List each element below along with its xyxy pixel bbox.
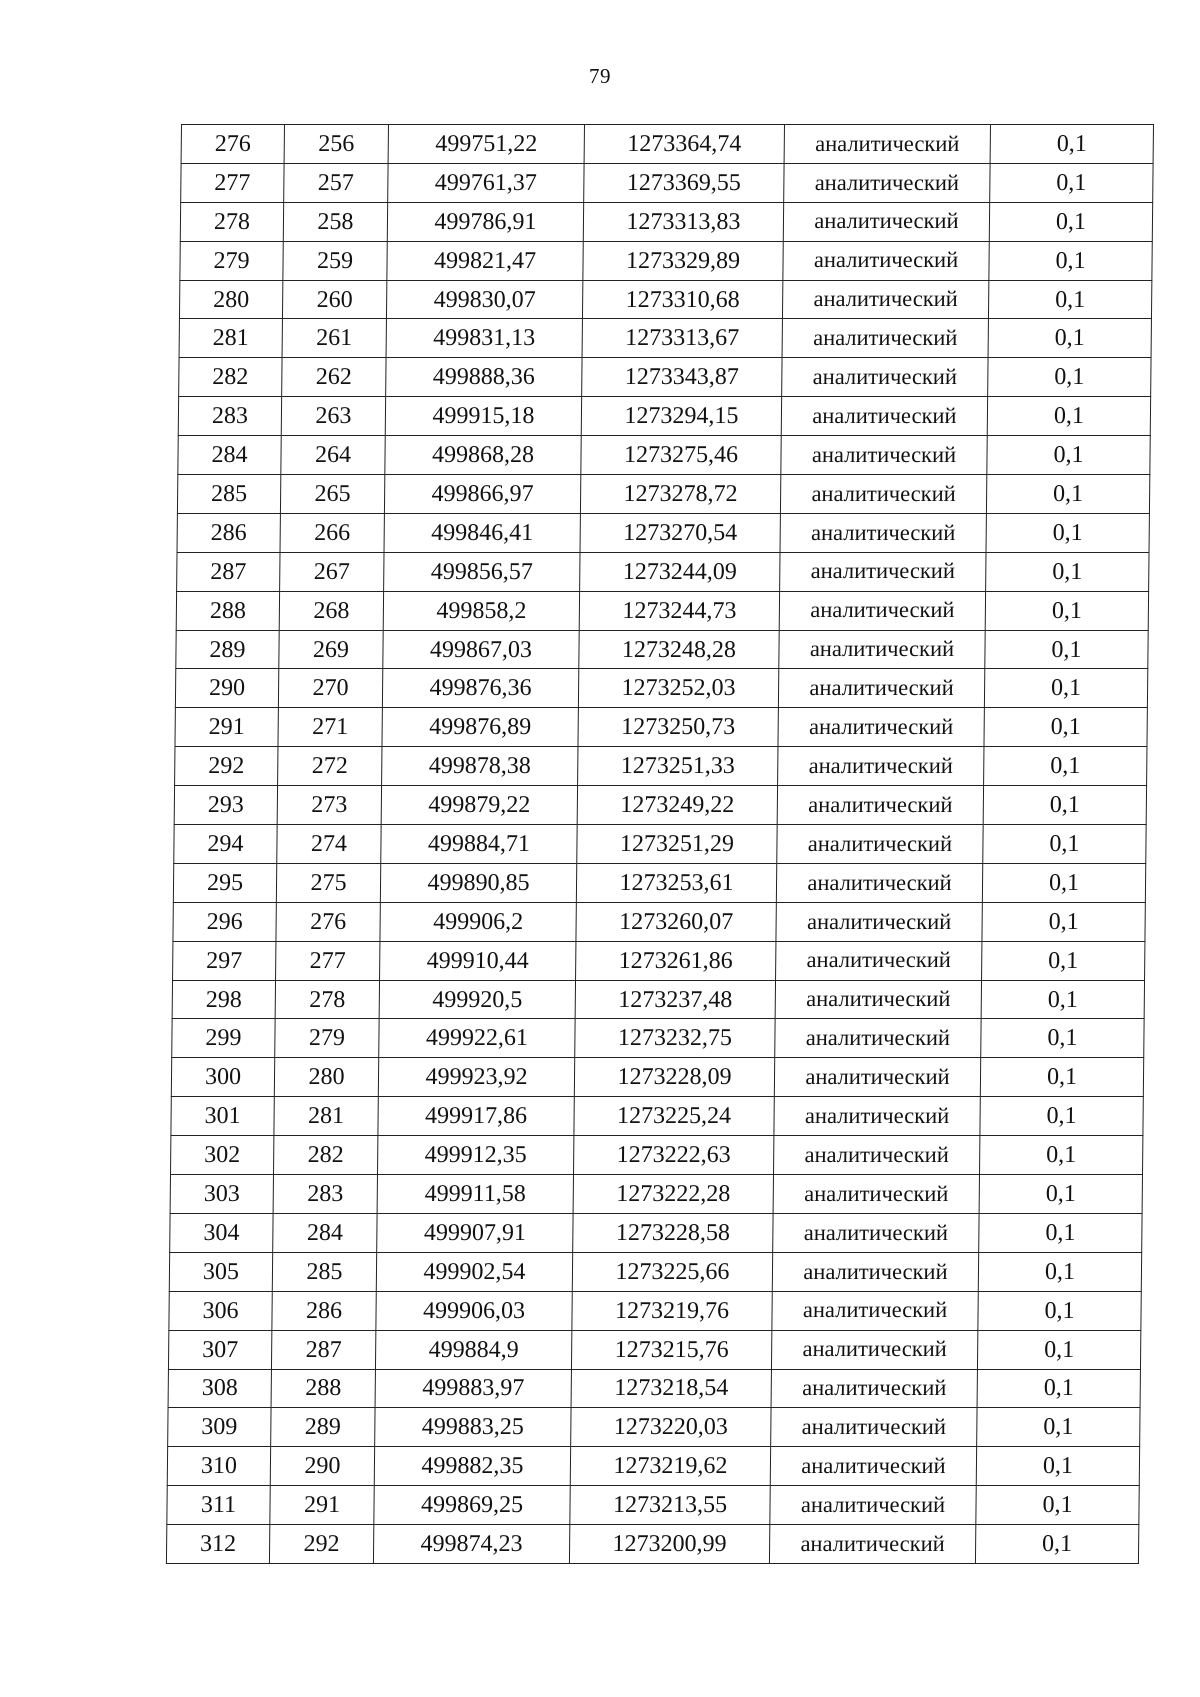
table-row [171, 1058, 1143, 1097]
determination-method-cell: аналитический [780, 552, 986, 591]
point-number-cell: 284 [273, 1213, 377, 1252]
determination-method-cell: аналитический [782, 280, 988, 319]
accuracy-cell: 0,1 [979, 1175, 1142, 1214]
determination-method-cell: аналитический [776, 941, 982, 980]
y-coordinate-cell: 1273329,89 [583, 241, 783, 280]
x-coordinate-cell: 499867,03 [383, 630, 579, 669]
y-coordinate-cell: 1273237,48 [575, 980, 775, 1019]
row-number-cell: 283 [178, 397, 281, 436]
point-number-cell: 257 [284, 163, 388, 202]
point-number-cell: 260 [282, 280, 386, 319]
row-number-cell: 300 [171, 1058, 274, 1097]
y-coordinate-cell: 1273251,29 [577, 825, 777, 864]
accuracy-cell: 0,1 [988, 280, 1151, 319]
row-number-cell: 296 [173, 902, 276, 941]
row-number-cell: 279 [180, 241, 283, 280]
table-row [174, 825, 1146, 864]
x-coordinate-cell: 499920,5 [379, 980, 575, 1019]
x-coordinate-cell: 499917,86 [378, 1097, 574, 1136]
table-row [171, 1097, 1143, 1136]
y-coordinate-cell: 1273244,73 [579, 591, 779, 630]
x-coordinate-cell: 499911,58 [377, 1175, 573, 1214]
point-number-cell: 273 [277, 786, 381, 825]
table-row [177, 475, 1149, 514]
row-number-cell: 284 [178, 436, 281, 475]
row-number-cell: 277 [181, 163, 284, 202]
row-number-cell: 292 [175, 747, 278, 786]
table-row [180, 241, 1152, 280]
determination-method-cell: аналитический [773, 1213, 979, 1252]
accuracy-cell: 0,1 [985, 630, 1148, 669]
determination-method-cell: аналитический [770, 1486, 976, 1525]
row-number-cell: 311 [167, 1486, 270, 1525]
y-coordinate-cell: 1273215,76 [571, 1330, 771, 1369]
x-coordinate-cell: 499882,35 [374, 1447, 570, 1486]
row-number-cell: 307 [168, 1330, 271, 1369]
row-number-cell: 287 [177, 552, 280, 591]
accuracy-cell: 0,1 [987, 397, 1150, 436]
y-coordinate-cell: 1273228,58 [573, 1213, 773, 1252]
point-number-cell: 277 [276, 941, 380, 980]
accuracy-cell: 0,1 [989, 241, 1152, 280]
point-number-cell: 274 [277, 825, 381, 864]
determination-method-cell: аналитический [771, 1330, 977, 1369]
row-number-cell: 301 [171, 1097, 274, 1136]
determination-method-cell: аналитический [782, 319, 988, 358]
table-row [179, 319, 1151, 358]
determination-method-cell: аналитический [774, 1097, 980, 1136]
row-number-cell: 290 [175, 669, 278, 708]
x-coordinate-cell: 499906,03 [376, 1291, 572, 1330]
y-coordinate-cell: 1273251,33 [578, 747, 778, 786]
table-row [176, 630, 1148, 669]
table-row [170, 1136, 1142, 1175]
x-coordinate-cell: 499907,91 [377, 1213, 573, 1252]
y-coordinate-cell: 1273364,74 [584, 125, 784, 164]
table-row [175, 708, 1147, 747]
row-number-cell: 302 [170, 1136, 273, 1175]
x-coordinate-cell: 499878,38 [382, 747, 578, 786]
point-number-cell: 271 [278, 708, 382, 747]
row-number-cell: 278 [180, 202, 283, 241]
x-coordinate-cell: 499890,85 [380, 863, 576, 902]
y-coordinate-cell: 1273310,68 [582, 280, 782, 319]
x-coordinate-cell: 499876,36 [382, 669, 578, 708]
accuracy-cell: 0,1 [984, 669, 1147, 708]
x-coordinate-cell: 499915,18 [385, 397, 581, 436]
accuracy-cell: 0,1 [982, 863, 1145, 902]
y-coordinate-cell: 1273253,61 [576, 863, 776, 902]
determination-method-cell: аналитический [777, 786, 983, 825]
determination-method-cell: аналитический [776, 863, 982, 902]
table-row [172, 1019, 1144, 1058]
table-row [172, 980, 1144, 1019]
y-coordinate-cell: 1273200,99 [569, 1525, 769, 1564]
determination-method-cell: аналитический [783, 202, 989, 241]
determination-method-cell: аналитический [780, 513, 986, 552]
determination-method-cell: аналитический [781, 397, 987, 436]
table-row [173, 941, 1145, 980]
table-row [176, 591, 1148, 630]
table-row [181, 125, 1153, 164]
y-coordinate-cell: 1273343,87 [582, 358, 782, 397]
y-coordinate-cell: 1273250,73 [578, 708, 778, 747]
x-coordinate-cell: 499888,36 [386, 358, 582, 397]
point-number-cell: 270 [278, 669, 382, 708]
x-coordinate-cell: 499912,35 [377, 1136, 573, 1175]
table-row [173, 863, 1145, 902]
y-coordinate-cell: 1273278,72 [580, 475, 780, 514]
point-number-cell: 265 [280, 475, 384, 514]
determination-method-cell: аналитический [776, 902, 982, 941]
row-number-cell: 308 [168, 1369, 271, 1408]
table-row [177, 552, 1149, 591]
accuracy-cell: 0,1 [986, 475, 1149, 514]
accuracy-cell: 0,1 [981, 980, 1144, 1019]
accuracy-cell: 0,1 [986, 513, 1149, 552]
row-number-cell: 280 [179, 280, 282, 319]
x-coordinate-cell: 499761,37 [388, 163, 584, 202]
determination-method-cell: аналитический [784, 125, 990, 164]
accuracy-cell: 0,1 [986, 552, 1149, 591]
y-coordinate-cell: 1273218,54 [571, 1369, 771, 1408]
table-row [175, 669, 1147, 708]
accuracy-cell: 0,1 [983, 825, 1146, 864]
table-row [168, 1408, 1140, 1447]
accuracy-cell: 0,1 [978, 1252, 1141, 1291]
determination-method-cell: аналитический [772, 1252, 978, 1291]
point-number-cell: 289 [271, 1408, 375, 1447]
determination-method-cell: аналитический [784, 163, 990, 202]
point-number-cell: 258 [283, 202, 387, 241]
table-row [177, 513, 1149, 552]
row-number-cell: 310 [167, 1447, 270, 1486]
row-number-cell: 276 [181, 125, 284, 164]
point-number-cell: 266 [280, 513, 384, 552]
determination-method-cell: аналитический [779, 630, 985, 669]
point-number-cell: 281 [274, 1097, 378, 1136]
y-coordinate-cell: 1273248,28 [579, 630, 779, 669]
y-coordinate-cell: 1273225,66 [572, 1252, 772, 1291]
x-coordinate-cell: 499884,9 [375, 1330, 571, 1369]
determination-method-cell: аналитический [778, 669, 984, 708]
accuracy-cell: 0,1 [982, 902, 1145, 941]
y-coordinate-cell: 1273261,86 [576, 941, 776, 980]
determination-method-cell: аналитический [773, 1175, 979, 1214]
y-coordinate-cell: 1273225,24 [574, 1097, 774, 1136]
determination-method-cell: аналитический [775, 980, 981, 1019]
x-coordinate-cell: 499830,07 [386, 280, 582, 319]
determination-method-cell: аналитический [775, 1019, 981, 1058]
y-coordinate-cell: 1273369,55 [584, 163, 784, 202]
accuracy-cell: 0,1 [987, 436, 1150, 475]
accuracy-cell: 0,1 [983, 786, 1146, 825]
accuracy-cell: 0,1 [985, 591, 1148, 630]
row-number-cell: 299 [172, 1019, 275, 1058]
point-number-cell: 276 [276, 902, 380, 941]
coordinates-table [166, 124, 1154, 1564]
row-number-cell: 303 [170, 1175, 273, 1214]
point-number-cell: 263 [281, 397, 385, 436]
accuracy-cell: 0,1 [990, 125, 1153, 164]
x-coordinate-cell: 499876,89 [382, 708, 578, 747]
determination-method-cell: аналитический [778, 747, 984, 786]
accuracy-cell: 0,1 [977, 1369, 1140, 1408]
table-row [169, 1252, 1141, 1291]
point-number-cell: 269 [279, 630, 383, 669]
table-row [179, 280, 1151, 319]
y-coordinate-cell: 1273244,09 [580, 552, 780, 591]
accuracy-cell: 0,1 [980, 1097, 1143, 1136]
y-coordinate-cell: 1273228,09 [574, 1058, 774, 1097]
accuracy-cell: 0,1 [990, 163, 1153, 202]
table-row [170, 1175, 1142, 1214]
row-number-cell: 286 [177, 513, 280, 552]
row-number-cell: 309 [168, 1408, 271, 1447]
x-coordinate-cell: 499856,57 [384, 552, 580, 591]
table-row [170, 1213, 1142, 1252]
table-row [180, 202, 1152, 241]
x-coordinate-cell: 499910,44 [380, 941, 576, 980]
point-number-cell: 288 [271, 1369, 375, 1408]
point-number-cell: 279 [275, 1019, 379, 1058]
row-number-cell: 297 [173, 941, 276, 980]
x-coordinate-cell: 499786,91 [387, 202, 583, 241]
table-row [175, 747, 1147, 786]
point-number-cell: 259 [283, 241, 387, 280]
y-coordinate-cell: 1273252,03 [578, 669, 778, 708]
table-row [174, 786, 1146, 825]
table-row [169, 1291, 1141, 1330]
row-number-cell: 291 [175, 708, 278, 747]
row-number-cell: 305 [169, 1252, 272, 1291]
determination-method-cell: аналитический [777, 825, 983, 864]
x-coordinate-cell: 499831,13 [386, 319, 582, 358]
x-coordinate-cell: 499866,97 [384, 475, 580, 514]
accuracy-cell: 0,1 [979, 1213, 1142, 1252]
y-coordinate-cell: 1273219,76 [572, 1291, 772, 1330]
y-coordinate-cell: 1273294,15 [581, 397, 781, 436]
point-number-cell: 275 [276, 863, 380, 902]
point-number-cell: 272 [278, 747, 382, 786]
x-coordinate-cell: 499923,92 [378, 1058, 574, 1097]
row-number-cell: 289 [176, 630, 279, 669]
x-coordinate-cell: 499751,22 [388, 125, 584, 164]
y-coordinate-cell: 1273249,22 [577, 786, 777, 825]
point-number-cell: 264 [281, 436, 385, 475]
y-coordinate-cell: 1273232,75 [575, 1019, 775, 1058]
accuracy-cell: 0,1 [980, 1058, 1143, 1097]
determination-method-cell: аналитический [771, 1369, 977, 1408]
accuracy-cell: 0,1 [976, 1447, 1139, 1486]
row-number-cell: 294 [174, 825, 277, 864]
accuracy-cell: 0,1 [984, 747, 1147, 786]
accuracy-cell: 0,1 [982, 941, 1145, 980]
point-number-cell: 256 [284, 125, 388, 164]
table-row [167, 1447, 1139, 1486]
y-coordinate-cell: 1273270,54 [580, 513, 780, 552]
table-row [179, 358, 1151, 397]
y-coordinate-cell: 1273220,03 [571, 1408, 771, 1447]
determination-method-cell: аналитический [769, 1525, 975, 1564]
row-number-cell: 295 [173, 863, 276, 902]
accuracy-cell: 0,1 [977, 1330, 1140, 1369]
point-number-cell: 280 [274, 1058, 378, 1097]
x-coordinate-cell: 499874,23 [373, 1525, 569, 1564]
y-coordinate-cell: 1273313,67 [582, 319, 782, 358]
point-number-cell: 267 [280, 552, 384, 591]
page-number: 79 [589, 64, 611, 88]
determination-method-cell: аналитический [773, 1136, 979, 1175]
determination-method-cell: аналитический [770, 1447, 976, 1486]
point-number-cell: 262 [282, 358, 386, 397]
table-row [178, 397, 1150, 436]
x-coordinate-cell: 499858,2 [383, 591, 579, 630]
accuracy-cell: 0,1 [981, 1019, 1144, 1058]
point-number-cell: 287 [271, 1330, 375, 1369]
determination-method-cell: аналитический [774, 1058, 980, 1097]
point-number-cell: 286 [272, 1291, 376, 1330]
point-number-cell: 291 [270, 1486, 374, 1525]
y-coordinate-cell: 1273275,46 [581, 436, 781, 475]
x-coordinate-cell: 499868,28 [385, 436, 581, 475]
y-coordinate-cell: 1273219,62 [570, 1447, 770, 1486]
row-number-cell: 304 [170, 1213, 273, 1252]
accuracy-cell: 0,1 [988, 319, 1151, 358]
x-coordinate-cell: 499869,25 [374, 1486, 570, 1525]
row-number-cell: 293 [174, 786, 277, 825]
determination-method-cell: аналитический [783, 241, 989, 280]
row-number-cell: 312 [166, 1525, 269, 1564]
row-number-cell: 306 [169, 1291, 272, 1330]
x-coordinate-cell: 499883,25 [375, 1408, 571, 1447]
y-coordinate-cell: 1273222,63 [573, 1136, 773, 1175]
row-number-cell: 281 [179, 319, 282, 358]
determination-method-cell: аналитический [780, 475, 986, 514]
accuracy-cell: 0,1 [979, 1136, 1142, 1175]
point-number-cell: 268 [279, 591, 383, 630]
x-coordinate-cell: 499879,22 [381, 786, 577, 825]
accuracy-cell: 0,1 [977, 1408, 1140, 1447]
x-coordinate-cell: 499922,61 [379, 1019, 575, 1058]
accuracy-cell: 0,1 [984, 708, 1147, 747]
row-number-cell: 288 [176, 591, 279, 630]
accuracy-cell: 0,1 [989, 202, 1152, 241]
coordinates-table-body [166, 125, 1153, 1564]
table-row [167, 1486, 1139, 1525]
x-coordinate-cell: 499884,71 [381, 825, 577, 864]
determination-method-cell: аналитический [782, 358, 988, 397]
point-number-cell: 282 [273, 1136, 377, 1175]
determination-method-cell: аналитический [772, 1291, 978, 1330]
accuracy-cell: 0,1 [975, 1525, 1138, 1564]
determination-method-cell: аналитический [779, 591, 985, 630]
y-coordinate-cell: 1273313,83 [583, 202, 783, 241]
x-coordinate-cell: 499902,54 [376, 1252, 572, 1291]
point-number-cell: 283 [273, 1175, 377, 1214]
determination-method-cell: аналитический [778, 708, 984, 747]
x-coordinate-cell: 499906,2 [380, 902, 576, 941]
point-number-cell: 285 [272, 1252, 376, 1291]
point-number-cell: 278 [275, 980, 379, 1019]
point-number-cell: 290 [270, 1447, 374, 1486]
accuracy-cell: 0,1 [978, 1291, 1141, 1330]
table-row [178, 436, 1150, 475]
y-coordinate-cell: 1273213,55 [570, 1486, 770, 1525]
table-row [173, 902, 1145, 941]
x-coordinate-cell: 499883,97 [375, 1369, 571, 1408]
row-number-cell: 285 [177, 475, 280, 514]
determination-method-cell: аналитический [771, 1408, 977, 1447]
point-number-cell: 261 [282, 319, 386, 358]
x-coordinate-cell: 499821,47 [387, 241, 583, 280]
y-coordinate-cell: 1273222,28 [573, 1175, 773, 1214]
accuracy-cell: 0,1 [988, 358, 1151, 397]
row-number-cell: 298 [172, 980, 275, 1019]
table-row [168, 1330, 1140, 1369]
point-number-cell: 292 [269, 1525, 373, 1564]
accuracy-cell: 0,1 [976, 1486, 1139, 1525]
row-number-cell: 282 [179, 358, 282, 397]
table-row [181, 163, 1153, 202]
table-row [168, 1369, 1140, 1408]
determination-method-cell: аналитический [781, 436, 987, 475]
x-coordinate-cell: 499846,41 [384, 513, 580, 552]
table-row [166, 1525, 1138, 1564]
y-coordinate-cell: 1273260,07 [576, 902, 776, 941]
